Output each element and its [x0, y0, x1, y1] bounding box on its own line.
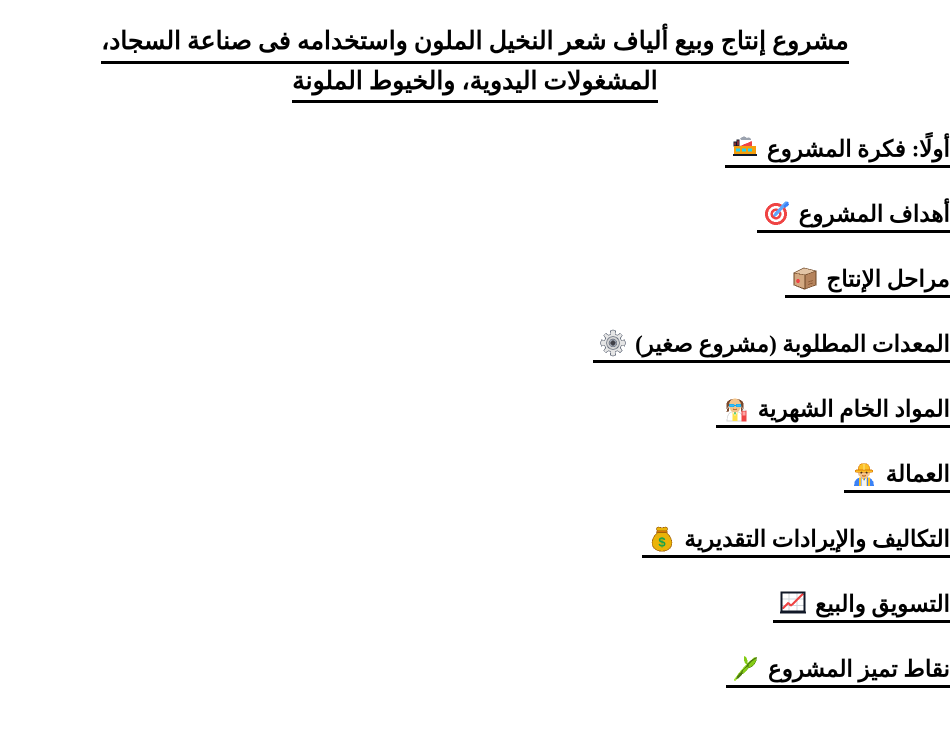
factory-icon — [730, 133, 760, 163]
section-label: أهداف المشروع — [798, 201, 950, 227]
section-label: التكاليف والإيرادات التقديرية — [684, 526, 950, 552]
document-title — [0, 24, 950, 103]
section-item-distinguishing-points — [0, 654, 950, 693]
section-item-labor — [0, 459, 950, 498]
woman-scientist-icon — [721, 393, 751, 423]
svg-text:$: $ — [658, 534, 667, 550]
section-inner — [757, 199, 950, 233]
section-item-required-equipment — [0, 329, 950, 368]
section-label: مراحل الإنتاج — [826, 266, 950, 292]
section-label: العمالة — [885, 461, 950, 487]
section-inner — [726, 654, 950, 688]
section-item-monthly-raw-materials — [0, 394, 950, 433]
section-label: أولًا: فكرة المشروع — [767, 136, 950, 162]
section-inner — [716, 394, 950, 428]
section-label: التسويق والبيع — [815, 591, 950, 617]
section-item-project-goals — [0, 199, 950, 238]
section-item-marketing-and-sales — [0, 589, 950, 628]
package-box-icon — [790, 263, 820, 293]
section-inner — [844, 459, 950, 493]
section-inner — [773, 589, 950, 623]
money-bag-icon — [647, 523, 677, 553]
section-item-project-idea — [0, 134, 950, 173]
dart-target-icon — [762, 198, 792, 228]
section-item-production-stages — [0, 264, 950, 303]
title-line-2-text: المشغولات اليدوية، والخيوط الملونة — [292, 64, 658, 104]
section-label: المواد الخام الشهرية — [757, 396, 950, 422]
title-line-1-text: مشروع إنتاج وبيع ألياف شعر النخيل الملون واستخدامه فى صناعة السجاد، — [101, 24, 849, 64]
section-label: المعدات المطلوبة (مشروع صغير) — [635, 331, 950, 357]
section-inner — [593, 329, 950, 363]
gear-icon — [598, 328, 628, 358]
section-heading-list — [0, 134, 950, 719]
chart-increasing-icon — [778, 588, 808, 618]
section-inner — [785, 264, 950, 298]
section-inner — [642, 524, 950, 558]
title-line-2 — [14, 64, 936, 104]
construction-worker-icon — [849, 458, 879, 488]
section-inner — [725, 134, 950, 168]
section-item-costs-and-revenues — [0, 524, 950, 563]
herb-leaf-icon — [731, 653, 761, 683]
title-line-1 — [14, 24, 936, 64]
section-label: نقاط تميز المشروع — [768, 656, 950, 682]
